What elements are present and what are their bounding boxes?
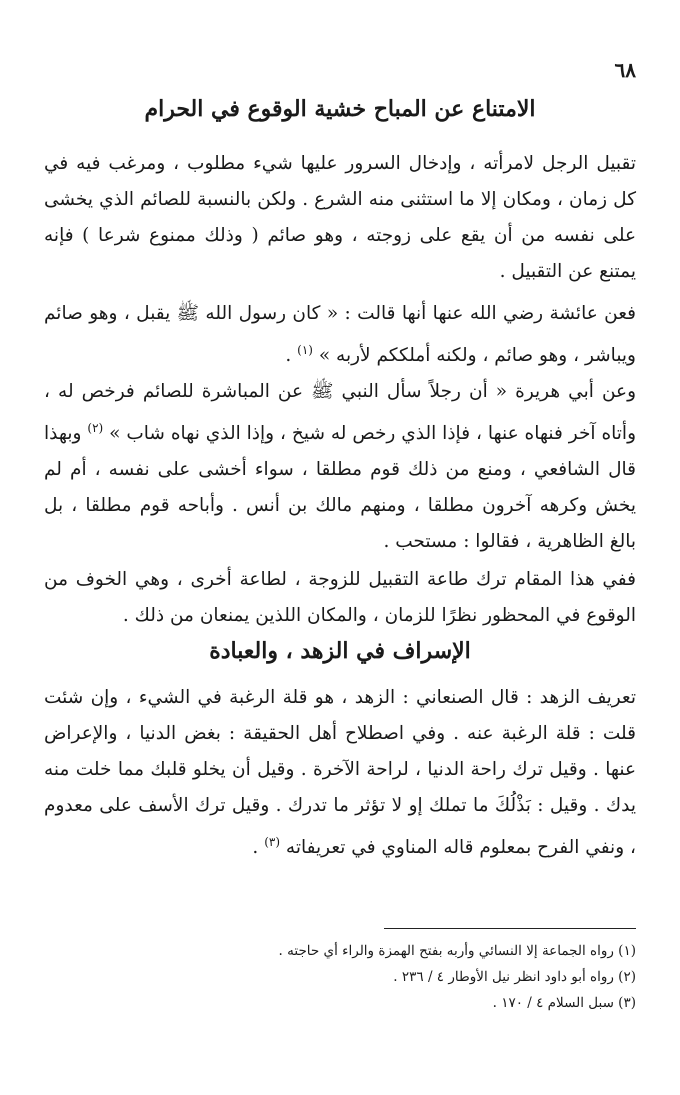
- paragraph-aisha-text: فعن عائشة رضي الله عنها أنها قالت : « كان رسول الله ﷺ يقبل ، وهو صائم ويباشر ، وهو صائم ، ولكنه أملككم لأربه »: [44, 303, 636, 367]
- footnote-1: (١) رواه الجماعة إلا النسائي وأربه بفتح الهمزة والراء أي حاجته .: [278, 943, 636, 959]
- section-heading-zuhd: الإسراف في الزهد ، والعبادة: [209, 638, 471, 664]
- footnote-separator: [384, 928, 636, 929]
- paragraph-abu-hurayra-text: وعن أبي هريرة « أن رجلاً سأل النبي ﷺ عن المباشرة للصائم فرخص له ، وأتاه آخر فنهاه عنها ، فإذا الذي رخص له شيخ ، وإذا الذي نهاه شاب »: [44, 381, 636, 445]
- paragraph-zuhd-text: تعريف الزهد : قال الصنعاني : الزهد ، هو قلة الرغبة في الشيء ، وإن شئت قلت : قلة الرغبة عنه . وفي اصطلاح أهل الحقيقة : بغض الدنيا ، والإعراض عنها . وقيل ترك راحة الدنيا ، لراحة الآخرة . وقيل أن يخلو قلبك مما خلت منه يدك . وقيل : بَذْلُكَ ما تملك إو لا تؤثر ما تدرك . وقيل ترك الأسف على معدوم ، ونفي الفرح بمعلوم قاله المناوي في تعريفاته: [44, 687, 636, 859]
- paragraph-zuhd-definition: [44, 680, 636, 866]
- paragraph-kissing-wife: تقبيل الرجل لامرأته ، وإدخال السرور عليها شيء مطلوب ، ومرغب فيه في كل زمان ، ومكان إلا ما استثنى منه الشرع . ولكن بالنسبة للصائم الذي يخشى على نفسه من أن يقع على زوجته ، وهو صائم ( وذلك ممنوع شرعا ) فإنه يمتنع عن التقبيل .: [44, 153, 636, 282]
- section-heading-abstention: الامتناع عن المباح خشية الوقوع في الحرام: [144, 96, 536, 122]
- footnote-2: (٢) رواه أبو داود انظر نيل الأوطار ٤ / ٢٣٦ .: [393, 969, 636, 985]
- paragraph-aisha-hadith: [44, 296, 636, 374]
- paragraph-zuhd-end: .: [252, 837, 265, 859]
- page-number: ٦٨: [614, 58, 636, 82]
- footnote-3: (٣) سبل السلام ٤ / ١٧٠ .: [492, 995, 636, 1011]
- footnote-marker-3: (٣): [264, 835, 281, 849]
- paragraph-aisha-end: .: [285, 345, 298, 367]
- footnotes-list: [44, 938, 636, 1016]
- paragraph-conclusion: ففي هذا المقام ترك طاعة التقبيل للزوجة ، لطاعة أخرى ، وهي الخوف من الوقوع في المحظور نظرًا للزمان ، والمكان اللذين يمنعان من ذلك .: [44, 569, 636, 626]
- footnote-marker-1: (١): [297, 343, 313, 357]
- paragraph-scholars-opinions: وبهذا قال الشافعي ، ومنع من ذلك قوم مطلقا ، سواء أخشى على نفسه ، أم لم يخش وكرهه آخرون مطلقا ، ومنهم مالك بن أنس . وأباحه قوم مطلقا ، بل بالغ الظاهرية ، فقالوا : مستحب .: [44, 423, 636, 553]
- footnote-marker-2: (٢): [87, 421, 104, 435]
- paragraph-abu-hurayra-hadith: [44, 374, 636, 560]
